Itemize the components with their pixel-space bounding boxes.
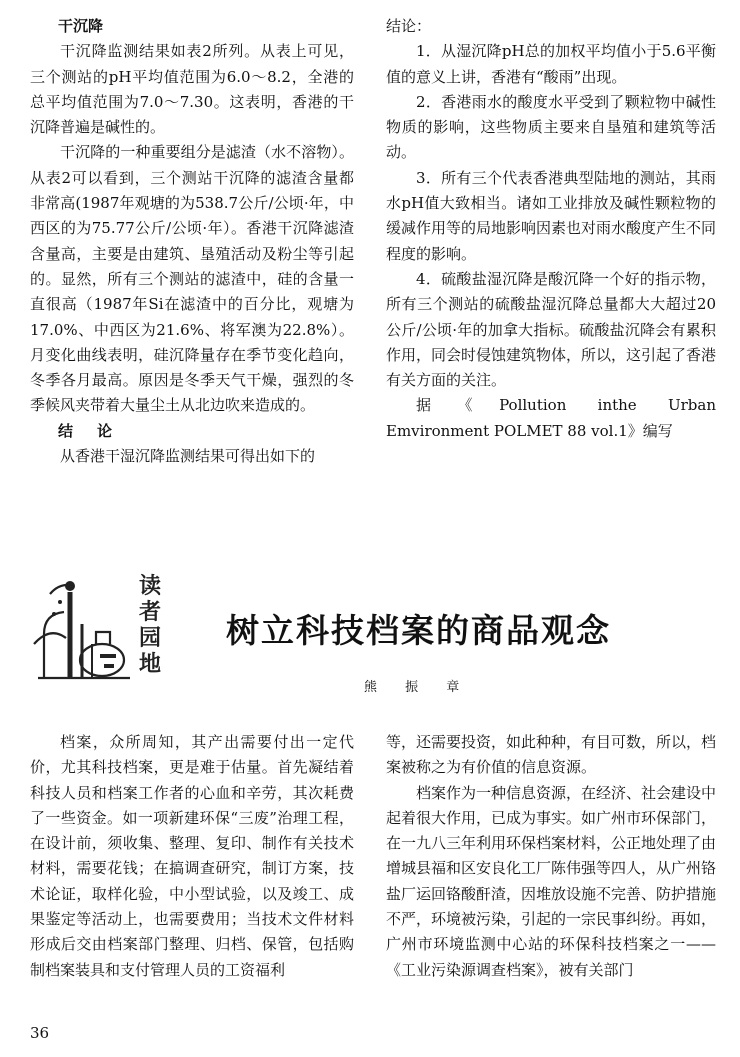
paragraph: 干沉降的一种重要组分是滤渣（水不溶物）。从表2可以看到，三个测站干沉降的滤渣含量都非常高(1987年观塘的为538.7公斤/公顷·年，中西区的为75.77公斤/公顷·年）。香港干沉降滤渣含量高，主要是由建筑、垦殖活动及粉尘等引起的。显然，所有三个测站的滤渣中，硅的含量一直很高（1987年Si在滤渣中的百分比，观塘为17.0%、中西区为21.6%、将军澳为22.8%）。月变化曲线表明，硅沉降量存在季节变化趋向，冬季各月最高。原因是冬季天气干燥，强烈的冬季候风夹带着大量尘土从北边吹来造成的。 xyxy=(30,143,354,415)
conclusion-intro: 结论： xyxy=(386,17,432,35)
source-citation: 据《Pollution inthe Urban Emvironment POLMET 88 vol.1》编写 xyxy=(386,396,716,440)
column-logo xyxy=(30,574,180,686)
top-left-column xyxy=(30,14,354,469)
top-right-column xyxy=(386,14,716,444)
flask-illustration xyxy=(30,574,140,686)
article-right-column xyxy=(386,730,716,983)
paragraph: 干沉降监测结果如表2所列。从表上可见，三个测站的pH平均值范围为6.0～8.2，全港的总平均值范围为7.0～7.30。这表明，香港的干沉降普遍是碱性的。 xyxy=(30,42,354,137)
paragraph: 档案，众所周知，其产出需要付出一定代价，尤其科技档案，更是难于估量。首先凝结着科技人员和档案工作者的心血和辛劳，其次耗费了一些资金。如一项新建环保“三废”治理工程，在设计前，须收集、整理、复印、制作有关技术材料，需要花钱；在搞调查研究，制订方案，技术论证，取样化验，中小型试验，以及竣工、成果鉴定等活动上，也需要费用；当技术文件材料形成后交由档案部门整理、归档、保管，包括购制档案装具和支付管理人员的工资福利 xyxy=(30,733,354,979)
conclusion-item: 3．所有三个代表香港典型陆地的测站，其雨水pH值大致相当。诸如工业排放及碱性颗粒物的缓减作用等的局地影响因素也对雨水酸度产生不同程度的影响。 xyxy=(386,168,717,263)
article-left-column xyxy=(30,730,354,983)
author-name: 熊 振 章 xyxy=(364,680,472,695)
section-heading-conclusion: 结论 xyxy=(58,421,137,440)
paragraph: 等，还需要投资，如此种种，有目可数，所以，档案被称之为有价值的信息资源。 xyxy=(386,733,717,777)
section-heading-dry-deposition: 干沉降 xyxy=(58,17,104,35)
article-title: 树立科技档案的商品观念 xyxy=(226,611,611,650)
page-number: 36 xyxy=(30,1024,50,1042)
conclusion-item: 4．硫酸盐湿沉降是酸沉降一个好的指示物，所有三个测站的硫酸盐湿沉降总量都大大超过20公斤/公顷·年的加拿大指标。硫酸盐沉降会有累积作用，同会时侵蚀建筑物体，所以，这引起了香港有关方面的关注。 xyxy=(386,269,717,390)
paragraph: 档案作为一种信息资源，在经济、社会建设中起着很大作用，已成为事实。如广州市环保部门，在一九八三年利用环保档案材料，公正地处理了由增城县福和区安良化工厂陈伟强等四人，从广州铬盐厂运回铬酸酐渣，因堆放设施不完善、防护措施不严，环境被污染，引起的一宗民事纠纷。再如，广州市环境监测中心站的环保科技档案之一——《工业污染源调查档案》，被有关部门 xyxy=(386,783,717,979)
paragraph: 从香港干湿沉降监测结果可得出如下的 xyxy=(60,447,316,466)
logo-text: 读者园地 xyxy=(138,574,161,677)
conclusion-item: 1．从湿沉降pH总的加权平均值小于5.6平衡值的意义上讲，香港有“酸雨”出现。 xyxy=(386,42,716,86)
conclusion-item: 2．香港雨水的酸度水平受到了颗粒物中碱性物质的影响，这些物质主要来自垦殖和建筑等活动。 xyxy=(386,92,716,162)
